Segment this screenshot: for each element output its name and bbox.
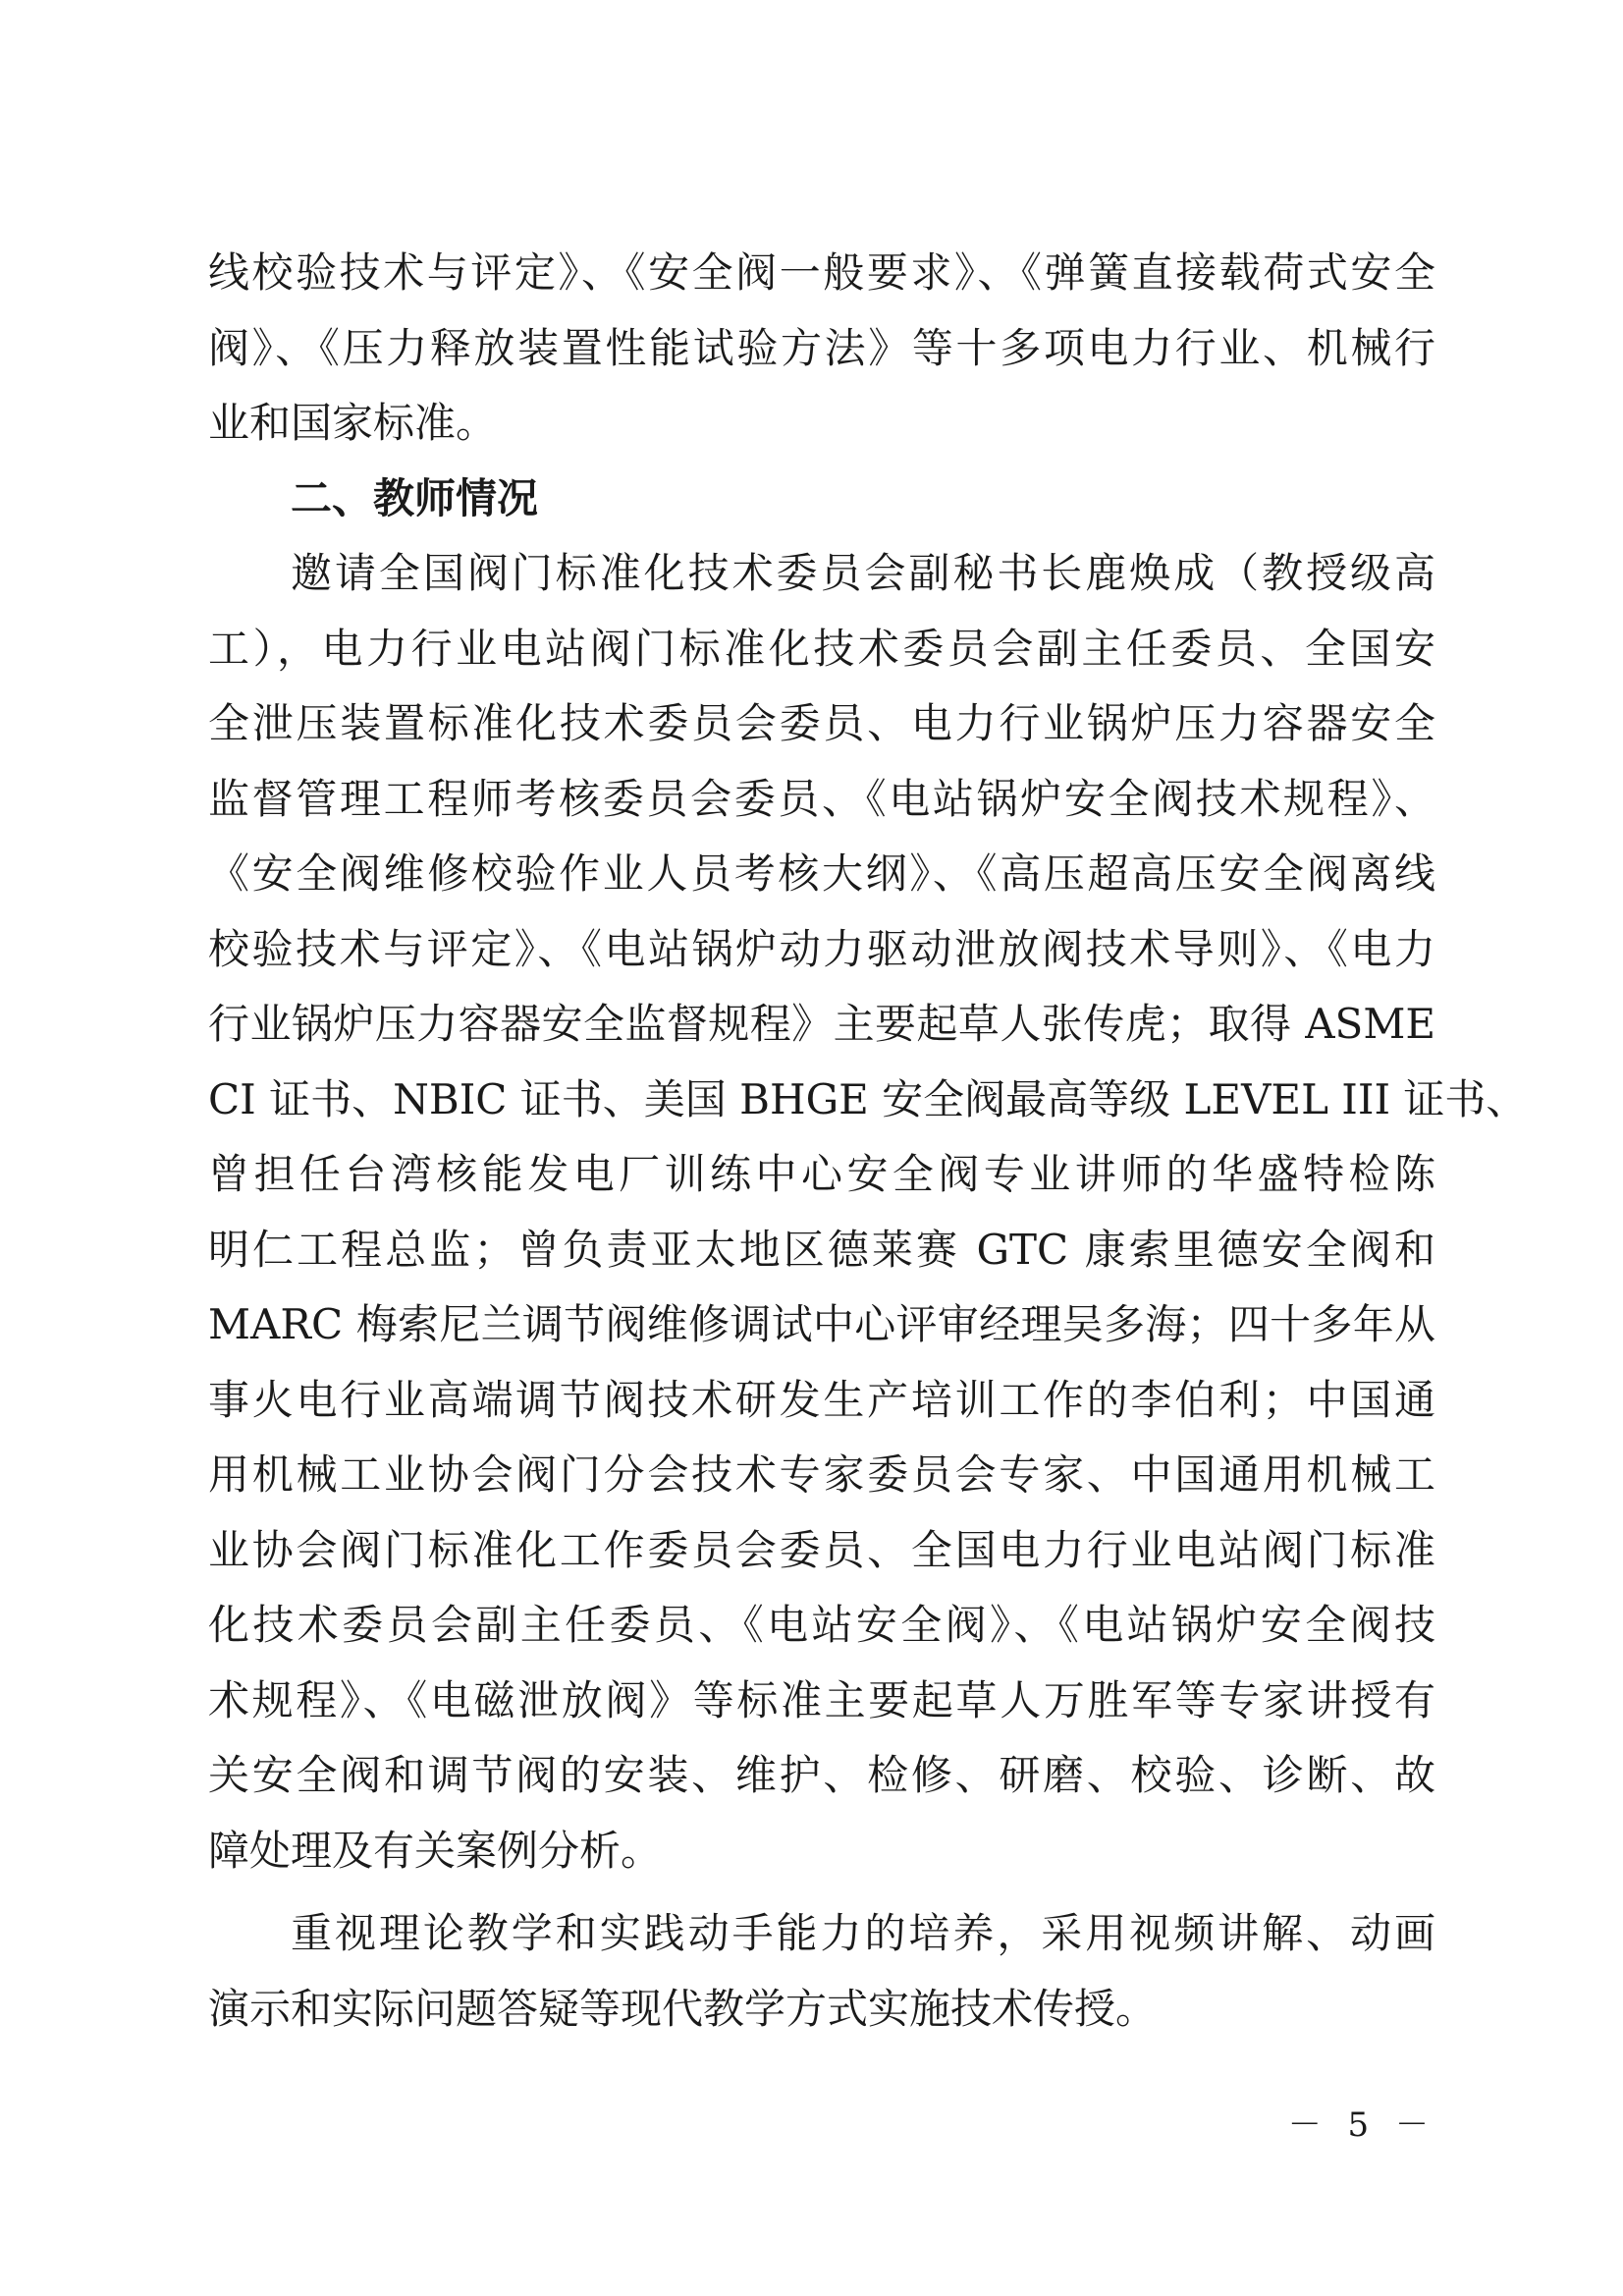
text-line: 阀》、《压力释放装置性能试验方法》等十多项电力行业、机械行 bbox=[208, 323, 1435, 372]
text-line: 关安全阀和调节阀的安装、维护、检修、研磨、校验、诊断、故 bbox=[208, 1751, 1435, 1799]
page-number: － 5 － bbox=[1287, 2105, 1436, 2145]
text-line: 校验技术与评定》、《电站锅炉动力驱动泄放阀技术导则》、《电力 bbox=[208, 924, 1435, 973]
text-line: 术规程》、《电磁泄放阀》等标准主要起草人万胜军等专家讲授有 bbox=[208, 1675, 1435, 1724]
text-line: 业协会阀门标准化工作委员会委员、全国电力行业电站阀门标准 bbox=[208, 1525, 1435, 1574]
text-line: 演示和实际问题答疑等现代教学方式实施技术传授。 bbox=[208, 1984, 1158, 2033]
text-line: 用机械工业协会阀门分会技术专家委员会专家、中国通用机械工 bbox=[208, 1450, 1435, 1499]
paragraph-1 bbox=[208, 236, 1435, 462]
text-line: 线校验技术与评定》、《安全阀一般要求》、《弹簧直接载荷式安全 bbox=[208, 248, 1435, 297]
text-line: 业和国家标准。 bbox=[208, 399, 498, 447]
section-heading: 二、教师情况 bbox=[291, 473, 539, 522]
paragraph-3 bbox=[208, 1896, 1435, 2047]
text-line: 监督管理工程师考核委员会委员、《电站锅炉安全阀技术规程》、 bbox=[208, 774, 1435, 823]
paragraph-2 bbox=[208, 536, 1528, 1888]
document-body bbox=[208, 236, 1528, 2047]
text-line: 曾担任台湾核能发电厂训练中心安全阀专业讲师的华盛特检陈 bbox=[208, 1150, 1435, 1198]
text-line: 邀请全国阀门标准化技术委员会副秘书长鹿焕成（教授级高 bbox=[291, 549, 1435, 597]
text-line: 工），电力行业电站阀门标准化技术委员会副主任委员、全国安 bbox=[208, 624, 1435, 673]
text-line: 障处理及有关案例分析。 bbox=[208, 1826, 663, 1875]
text-line: 事火电行业高端调节阀技术研发生产培训工作的李伯利；中国通 bbox=[208, 1375, 1435, 1424]
text-line: CI 证书、NBIC 证书、美国 BHGE 安全阀最高等级 LEVEL III 证书、 bbox=[208, 1074, 1528, 1123]
text-line: 全泄压装置标准化技术委员会委员、电力行业锅炉压力容器安全 bbox=[208, 699, 1435, 747]
text-line: 明仁工程总监；曾负责亚太地区德莱赛 GTC 康索里德安全阀和 bbox=[208, 1225, 1435, 1274]
text-line: 重视理论教学和实践动手能力的培养，采用视频讲解、动画 bbox=[291, 1909, 1435, 1957]
text-line: MARC 梅索尼兰调节阀维修调试中心评审经理吴多海；四十多年从 bbox=[208, 1300, 1435, 1348]
text-line: 行业锅炉压力容器安全监督规程》主要起草人张传虎；取得 ASME bbox=[208, 1000, 1435, 1048]
text-line: 化技术委员会副主任委员、《电站安全阀》、《电站锅炉安全阀技 bbox=[208, 1601, 1435, 1649]
text-line: 《安全阀维修校验作业人员考核大纲》、《高压超高压安全阀离线 bbox=[208, 849, 1435, 898]
